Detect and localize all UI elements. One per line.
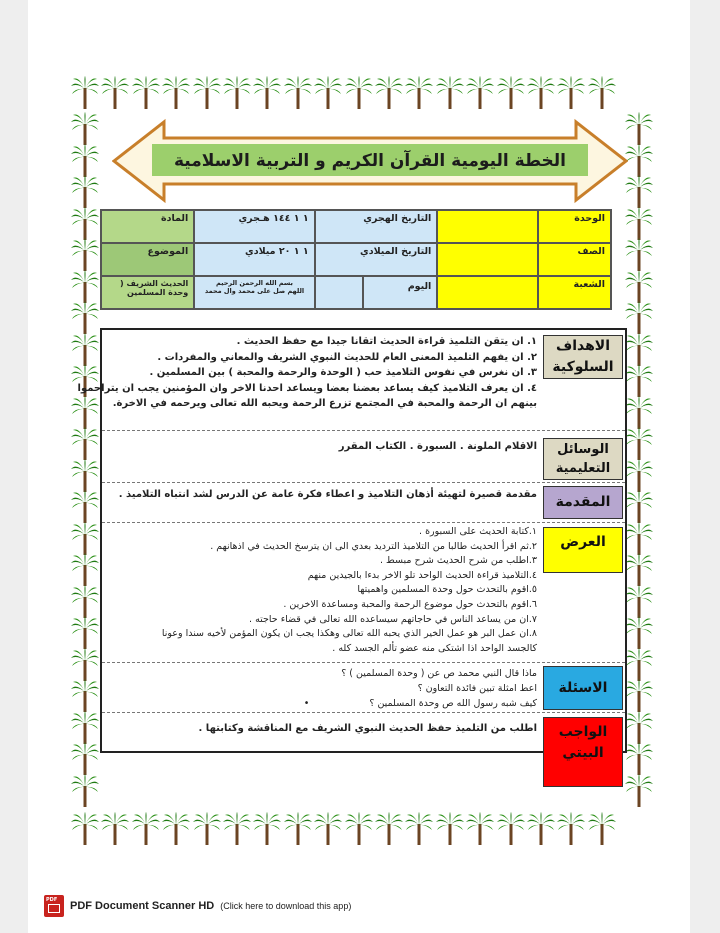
- palm-tree-icon: [624, 427, 654, 461]
- section-label: الشعبة: [539, 277, 610, 308]
- questions-text: [106, 666, 537, 711]
- palm-tree-icon: [70, 459, 100, 493]
- grade-label: الصف: [539, 244, 610, 275]
- palm-tree-icon: [624, 648, 654, 682]
- palm-tree-icon: [587, 76, 617, 110]
- aids-text: الاقلام الملونة . السبورة . الكتاب المقرر: [338, 441, 537, 452]
- homework-label: الواجب البيتي: [543, 717, 623, 787]
- presentation-label: العرض: [543, 527, 623, 573]
- palm-tree-icon: [192, 812, 222, 846]
- palm-tree-icon: [313, 812, 343, 846]
- day-label-text: اليوم: [407, 281, 432, 292]
- palm-tree-icon: [161, 812, 191, 846]
- palm-tree-icon: [70, 76, 100, 110]
- presentation-row: [102, 523, 625, 663]
- pdf-icon-text: PDF: [46, 897, 58, 903]
- presentation-line: ٧.ان من يساعد الناس في حاجاتهم سيساعده الله تعالى في قضاء حاجته .: [249, 613, 537, 625]
- palm-tree-icon: [222, 812, 252, 846]
- objective-line: ٢. ان يفهم التلميذ المعنى العام للحديث النبوي الشريف والمعاني والمفردات .: [157, 351, 537, 363]
- unit-label: الوحدة: [539, 211, 610, 242]
- palm-tree-icon: [404, 812, 434, 846]
- palm-tree-icon: [70, 427, 100, 461]
- palm-tree-icon: [70, 711, 100, 745]
- plan-title: الخطة اليومية القرآن الكريم و التربية الاسلامية: [174, 151, 566, 171]
- palm-tree-icon: [624, 490, 654, 524]
- palm-tree-icon: [70, 207, 100, 241]
- palm-tree-icon: [70, 301, 100, 335]
- basmala-cell: [195, 277, 313, 308]
- salawat: اللهم صل على محمد وال محمد: [204, 287, 305, 296]
- palm-tree-icon: [344, 812, 374, 846]
- palm-tree-icon: [70, 490, 100, 524]
- palm-tree-icon: [70, 742, 100, 776]
- palm-tree-icon: [624, 238, 654, 272]
- presentation-line: كالجسد الواحد اذا اشتكى منه عضو تألم الجسد كله .: [332, 642, 537, 654]
- palm-tree-icon: [624, 459, 654, 493]
- question-line: [256, 696, 537, 711]
- header-table: [100, 209, 612, 310]
- intro-text: مقدمة قصيرة لتهيئة أذهان التلاميذ و اعطاء فكرة عامة عن الدرس لشد انتباه التلاميذ .: [118, 489, 537, 500]
- palm-tree-icon: [624, 679, 654, 713]
- palm-tree-icon: [70, 333, 100, 367]
- objectives-row: [77, 330, 625, 431]
- topic-value: الحديث الشريف ( وحدة المسلمين: [102, 277, 193, 308]
- palm-tree-icon: [70, 648, 100, 682]
- lesson-plan-body: [77, 328, 627, 761]
- questions-label: الاسئلة: [543, 666, 623, 710]
- gregorian-date-label: التاريخ الميلادي: [316, 244, 437, 275]
- palm-tree-icon: [624, 144, 654, 178]
- palm-tree-icon: [192, 76, 222, 110]
- palm-tree-icon: [283, 812, 313, 846]
- palm-tree-icon: [624, 616, 654, 650]
- objective-line: ٣. ان نغرس في نفوس التلاميذ حب ( الوحدة والرحمة والمحبة ) بين المسلمين .: [149, 367, 537, 378]
- palm-tree-icon: [465, 76, 495, 110]
- palm-tree-icon: [624, 396, 654, 430]
- intro-row: [102, 483, 625, 523]
- palm-tree-icon: [496, 812, 526, 846]
- presentation-line: ٥.اقوم بالتحدث حول وحدة المسلمين واهميتها: [357, 584, 537, 596]
- palm-tree-icon: [70, 679, 100, 713]
- palm-tree-icon: [70, 144, 100, 178]
- palm-tree-icon: [624, 175, 654, 209]
- palm-tree-icon: [526, 76, 556, 110]
- palm-tree-icon: [624, 112, 654, 146]
- subject-label: المادة: [102, 211, 193, 242]
- question-line: اعط امثلة تبين فائدة التعاون ؟: [417, 683, 537, 694]
- palm-tree-icon: [556, 76, 586, 110]
- palm-tree-icon: [70, 585, 100, 619]
- palm-tree-icon: [70, 238, 100, 272]
- palm-tree-icon: [624, 301, 654, 335]
- palm-tree-icon: [624, 270, 654, 304]
- hijri-date-value: ١ ١ ١٤٤ هـجري: [195, 211, 313, 242]
- objectives-text: [77, 334, 537, 412]
- basmala: بسم الله الرحمن الرحيم: [216, 279, 293, 287]
- palm-tree-icon: [222, 76, 252, 110]
- palm-tree-icon: [252, 76, 282, 110]
- questions-row: [102, 663, 625, 713]
- presentation-line: ٤.التلاميذ قراءة الحديث الواحد تلو الاخر بدءا بالجيدين منهم: [307, 569, 537, 581]
- palm-tree-icon: [496, 76, 526, 110]
- palm-tree-icon: [624, 774, 654, 808]
- palm-tree-icon: [624, 711, 654, 745]
- palm-tree-icon: [70, 112, 100, 146]
- presentation-line: ١.كتابة الحديث على السبورة .: [419, 526, 537, 537]
- palm-tree-icon: [252, 812, 282, 846]
- presentation-line: ٢.ثم اقرأ الحديث طالبا من التلاميذ الترديد بعدي الى ان يترسخ الحديث في اذهانهم .: [210, 540, 537, 552]
- topic-label: الموضوع: [102, 244, 193, 275]
- palm-tree-icon: [70, 812, 100, 846]
- bullet-icon: •: [303, 698, 310, 709]
- scanner-footer[interactable]: [44, 893, 351, 919]
- palm-tree-icon: [624, 522, 654, 556]
- aids-row: [102, 431, 625, 483]
- palm-tree-icon: [435, 812, 465, 846]
- download-link[interactable]: (Click here to download this app): [220, 901, 352, 911]
- aids-label: الوسائل التعليمية: [543, 438, 623, 480]
- palm-tree-icon: [404, 76, 434, 110]
- palm-tree-icon: [70, 270, 100, 304]
- palm-tree-icon: [624, 553, 654, 587]
- palm-tree-icon: [344, 76, 374, 110]
- grade-value: [438, 244, 536, 275]
- gregorian-date-value: ١ ١ ٢٠ ميلادي: [195, 244, 313, 275]
- palm-tree-icon: [131, 812, 161, 846]
- palm-tree-icon: [70, 522, 100, 556]
- palm-tree-icon: [465, 812, 495, 846]
- palm-tree-icon: [70, 553, 100, 587]
- presentation-line: ٣.اطلب من شرح الحديث شرح مبسط .: [379, 555, 537, 567]
- palm-tree-icon: [131, 76, 161, 110]
- objective-line: ٤. ان يعرف التلاميذ كيف يساعد بعضنا بعضا ويساعد احدنا الاخر وان المؤمنين يجب ان يتراحموا: [77, 382, 537, 394]
- palm-tree-icon: [374, 812, 404, 846]
- palm-tree-icon: [100, 76, 130, 110]
- pdf-app-icon: [44, 895, 64, 917]
- palm-tree-icon: [624, 207, 654, 241]
- palm-tree-icon: [587, 812, 617, 846]
- palm-tree-icon: [435, 76, 465, 110]
- palm-tree-icon: [556, 812, 586, 846]
- palm-tree-icon: [161, 76, 191, 110]
- day-label: [316, 277, 437, 308]
- palm-tree-icon: [100, 812, 130, 846]
- palm-tree-icon: [624, 364, 654, 398]
- palm-tree-icon: [70, 616, 100, 650]
- palm-tree-icon: [283, 76, 313, 110]
- palm-tree-icon: [70, 396, 100, 430]
- homework-text: اطلب من التلميذ حفظ الحديث النبوي الشريف مع المناقشة وكتابتها .: [198, 723, 537, 734]
- palm-tree-icon: [313, 76, 343, 110]
- palm-tree-icon: [70, 175, 100, 209]
- homework-row: [102, 713, 625, 761]
- palm-tree-icon: [624, 585, 654, 619]
- presentation-line: ٦.اقوم بالتحدث حول موضوع الرحمة والمحبة ومساعدة الاخرين .: [283, 598, 537, 610]
- intro-label: المقدمة: [543, 486, 623, 519]
- palm-tree-icon: [70, 774, 100, 808]
- palm-tree-icon: [624, 742, 654, 776]
- day-value: [316, 277, 364, 308]
- objectives-label: الاهداف السلوكية: [543, 335, 623, 379]
- question-line: ماذا قال النبي محمد ص عن ( وحدة المسلمين ) ؟: [341, 668, 537, 679]
- objective-line: ١. ان يتقن التلميذ قراءة الحديث اتقانا جيدا مع حفظ الحديث .: [236, 336, 537, 347]
- palm-tree-icon: [624, 333, 654, 367]
- hijri-date-label: التاريخ الهجري: [316, 211, 437, 242]
- palm-tree-icon: [374, 76, 404, 110]
- section-value: [438, 277, 536, 308]
- app-name: PDF Document Scanner HD: [70, 900, 215, 912]
- unit-value: [438, 211, 536, 242]
- presentation-text: [106, 525, 537, 656]
- question-text: كيف شبه رسول الله ص وحدة المسلمين ؟: [369, 698, 537, 709]
- palm-tree-icon: [526, 812, 556, 846]
- objective-line: بينهم ان الرحمة والمحبة في المجتمع تزرع الرحمة ويحبه الله تعالى ويرحمه في الاخرة.: [112, 398, 537, 409]
- presentation-line: ٨.ان عمل البر هو عمل الخير الذي يحبه الله تعالى وهكذا يجب ان يكون المؤمن لأخيه سندا وعونا: [161, 628, 537, 640]
